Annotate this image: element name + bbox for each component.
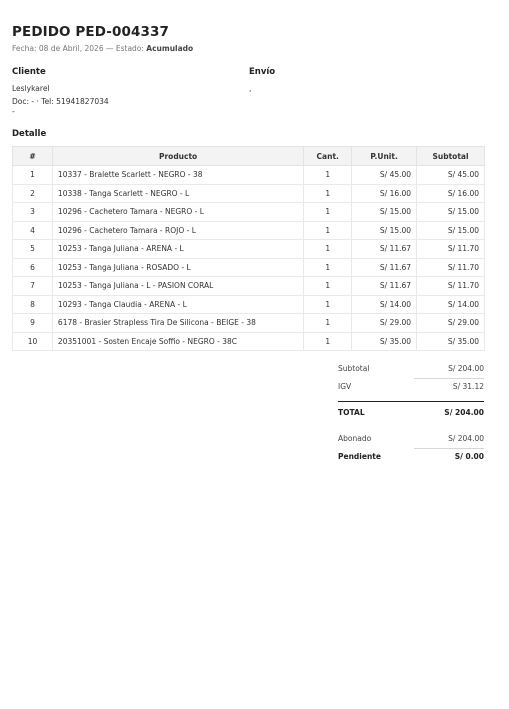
item-quantity: 1 [304,184,352,203]
item-number: 9 [13,314,53,333]
item-subtotal: S/ 11.70 [417,258,485,277]
item-unit-price: S/ 15.00 [352,203,417,222]
total-value: S/ 204.00 [444,408,484,417]
col-header-product: Producto [52,147,303,166]
pending-label: Pendiente [338,452,381,461]
item-subtotal: S/ 15.00 [417,221,485,240]
item-number: 1 [13,166,53,185]
client-heading: Cliente [12,67,46,77]
shipping-heading: Envío [249,67,276,77]
paid-label: Abonado [338,434,372,443]
item-quantity: 1 [304,295,352,314]
pending-value: S/ 0.00 [454,452,484,461]
item-subtotal: S/ 45.00 [417,166,485,185]
order-meta [12,44,193,53]
item-quantity: 1 [304,277,352,296]
subtotal-value: S/ 204.00 [448,364,484,373]
table-row [13,332,485,351]
item-unit-price: S/ 11.67 [352,240,417,259]
item-unit-price: S/ 29.00 [352,314,417,333]
item-product: 10296 - Cachetero Tamara - ROJO - L [52,221,303,240]
item-subtotal: S/ 16.00 [417,184,485,203]
item-unit-price: S/ 35.00 [352,332,417,351]
item-number: 7 [13,277,53,296]
col-header-unit-price: P.Unit. [352,147,417,166]
item-unit-price: S/ 45.00 [352,166,417,185]
col-header-number: # [13,147,53,166]
subtotal-label: Subtotal [338,364,370,373]
item-quantity: 1 [304,221,352,240]
item-number: 4 [13,221,53,240]
table-row [13,295,485,314]
client-doc: Doc: - · Tel: 51941827034 [12,97,109,106]
item-number: 5 [13,240,53,259]
table-row [13,203,485,222]
item-subtotal: S/ 11.70 [417,277,485,296]
table-row [13,184,485,203]
col-header-quantity: Cant. [304,147,352,166]
total-label: TOTAL [338,408,365,417]
total-row [338,401,484,425]
item-number: 3 [13,203,53,222]
table-row [13,258,485,277]
table-row [13,240,485,259]
item-product: 10293 - Tanga Claudia - ARENA - L [52,295,303,314]
table-header-row [13,147,485,166]
item-quantity: 1 [304,314,352,333]
table-row [13,314,485,333]
item-subtotal: S/ 14.00 [417,295,485,314]
item-unit-price: S/ 14.00 [352,295,417,314]
item-subtotal: S/ 15.00 [417,203,485,222]
order-status: Acumulado [146,44,194,53]
paid-value: S/ 204.00 [448,434,484,443]
item-subtotal: S/ 11.70 [417,240,485,259]
item-subtotal: S/ 29.00 [417,314,485,333]
item-number: 8 [13,295,53,314]
item-number: 10 [13,332,53,351]
order-date: Fecha: 08 de Abril, 2026 — Estado: [12,44,147,53]
item-number: 2 [13,184,53,203]
item-product: 20351001 - Sosten Encaje Soffio - NEGRO - 38C [52,332,303,351]
col-header-subtotal: Subtotal [417,147,485,166]
shipping-address: , [249,84,252,93]
item-quantity: 1 [304,258,352,277]
item-product: 6178 - Brasier Strapless Tira De Silicona - BEIGE - 38 [52,314,303,333]
table-row [13,277,485,296]
igv-label: IGV [338,382,352,391]
client-name: Leslykarel [12,84,50,93]
item-product: 10253 - Tanga Juliana - ARENA - L [52,240,303,259]
item-product: 10253 - Tanga Juliana - L - PASION CORAL [52,277,303,296]
igv-row [338,379,484,397]
item-product: 10253 - Tanga Juliana - ROSADO - L [52,258,303,277]
item-unit-price: S/ 11.67 [352,258,417,277]
totals-summary [338,361,484,467]
item-quantity: 1 [304,166,352,185]
pending-row [338,449,484,467]
order-items-table [12,146,485,351]
item-quantity: 1 [304,332,352,351]
subtotal-row [338,361,484,379]
igv-value: S/ 31.12 [452,382,484,391]
detail-heading: Detalle [12,129,47,139]
item-quantity: 1 [304,240,352,259]
item-product: 10296 - Cachetero Tamara - NEGRO - L [52,203,303,222]
table-row [13,166,485,185]
item-product: 10337 - Bralette Scarlett - NEGRO - 38 [52,166,303,185]
item-number: 6 [13,258,53,277]
item-unit-price: S/ 11.67 [352,277,417,296]
item-unit-price: S/ 16.00 [352,184,417,203]
item-product: 10338 - Tanga Scarlett - NEGRO - L [52,184,303,203]
table-row [13,221,485,240]
item-quantity: 1 [304,203,352,222]
item-subtotal: S/ 35.00 [417,332,485,351]
order-title: PEDIDO PED-004337 [12,24,169,40]
paid-row [338,431,484,449]
item-unit-price: S/ 15.00 [352,221,417,240]
client-extra: - [12,107,15,116]
